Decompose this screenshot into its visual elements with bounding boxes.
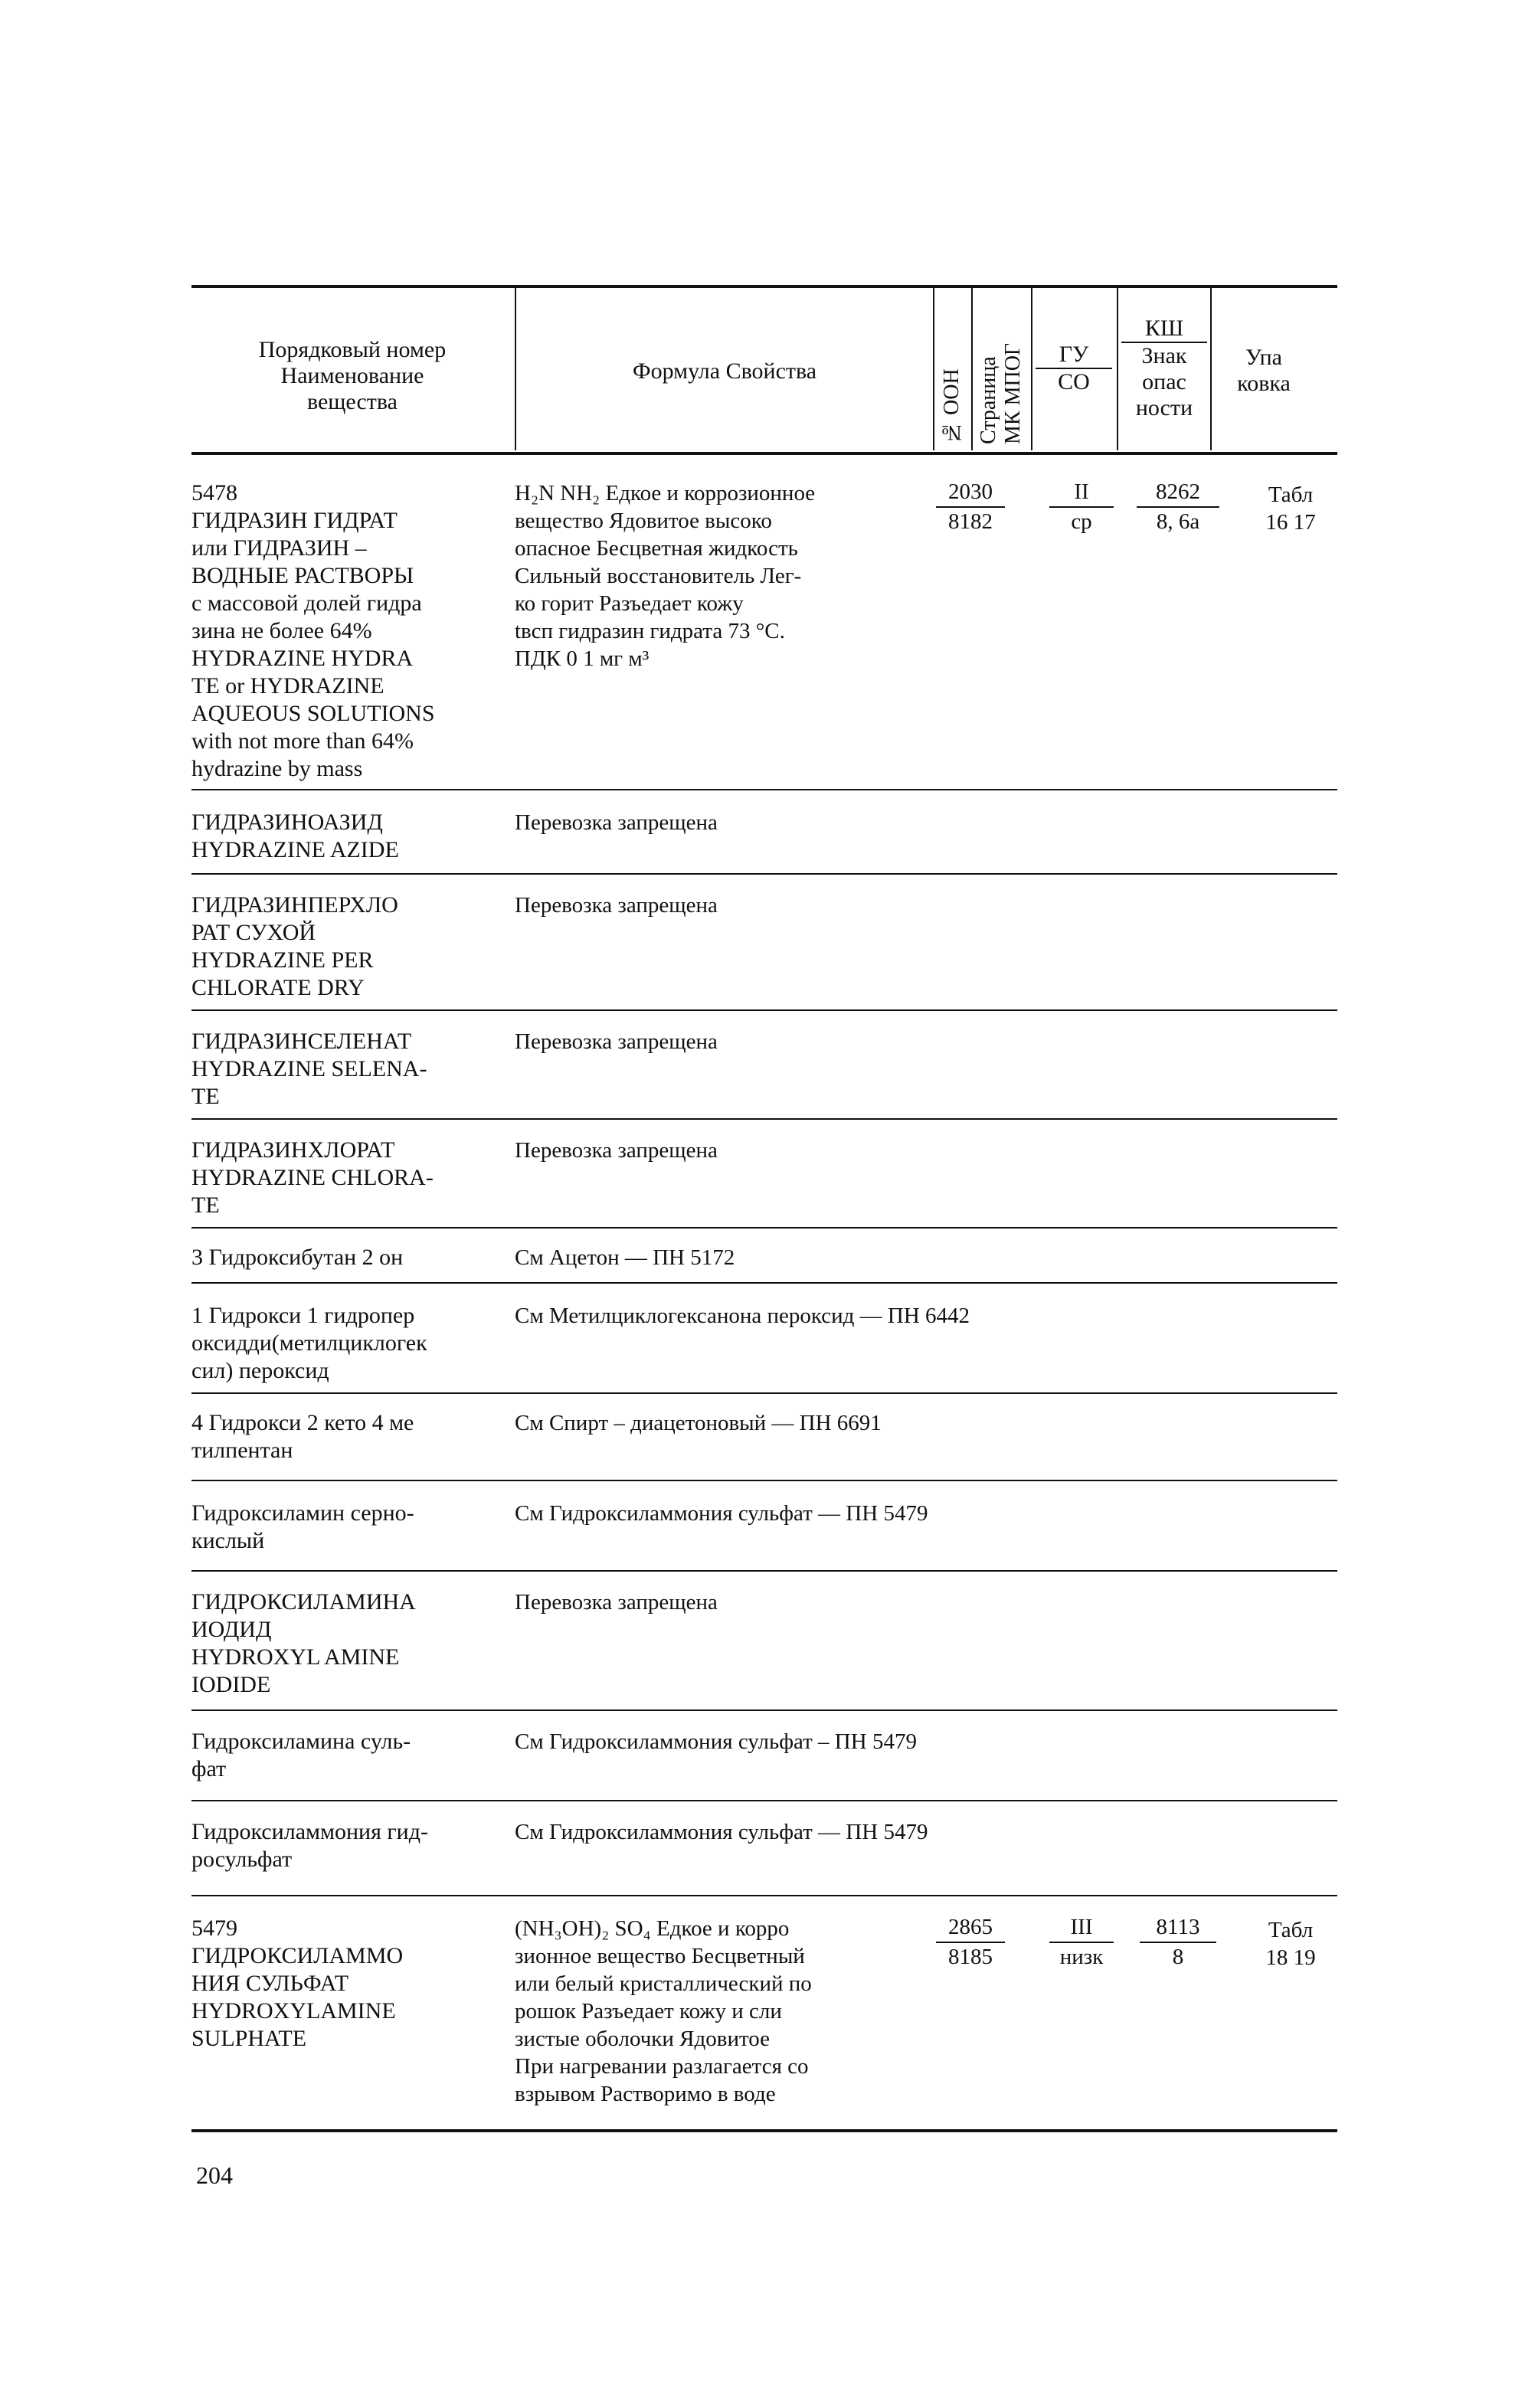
entry-formula: (NH₃OH)₂ SO₄ Едкое и корро зионное вещество Бесцветный или белый кристаллический по рошок Разъедает кожу и сли зистые оболочки Ядовитое При нагревании разлагается со взрывом Растворимо в воде xyxy=(515,1916,812,2106)
header-divider xyxy=(1117,288,1118,450)
entry-formula: См Гидроксиламмония сульфат — ПН 5479 xyxy=(515,1820,928,1844)
entry-un-number: $\frac{2030}{8182}$ xyxy=(936,479,1005,535)
entry-formula: Перевозка запрещена xyxy=(515,810,718,835)
entry-name: ГИДРАЗИНХЛОРАТ HYDRAZINE CHLORA- TE xyxy=(191,1137,434,1218)
header-divider xyxy=(1031,288,1032,450)
entry-name: Гидроксиламмония гид- росульфат xyxy=(191,1819,428,1872)
header-col-un: № ООН xyxy=(940,368,964,444)
header-top-rule xyxy=(191,285,1337,288)
row-rule xyxy=(191,1480,1337,1481)
row-rule xyxy=(191,1227,1337,1229)
header-divider xyxy=(971,288,973,450)
entry-name: 5479 ГИДРОКСИЛАММО НИЯ СУЛЬФАТ HYDROXYLAMINE SULPHATE xyxy=(191,1916,404,2051)
entry-name: ГИДРАЗИНОАЗИД HYDRAZINE AZIDE xyxy=(191,810,399,862)
header-divider xyxy=(515,288,516,450)
entry-formula: См Спирт – диацетоновый — ПН 6691 xyxy=(515,1411,882,1435)
row-rule xyxy=(191,1800,1337,1801)
entry-name: ГИДРАЗИНПЕРХЛО РАТ СУХОЙ HYDRAZINE PER CHLORATE DRY xyxy=(191,892,398,1000)
header-bottom-rule xyxy=(191,452,1337,455)
entry-formula: Перевозка запрещена xyxy=(515,1138,718,1163)
header-col-formula: Формула Свойства xyxy=(632,358,817,384)
row-rule xyxy=(191,1709,1337,1711)
row-rule xyxy=(191,873,1337,875)
entry-formula: Перевозка запрещена xyxy=(515,893,718,918)
entry-formula: См Гидроксиламмония сульфат — ПН 5479 xyxy=(515,1501,928,1526)
entry-name: 3 Гидроксибутан 2 он xyxy=(191,1245,404,1270)
header-col-page-b: МК МПОГ xyxy=(1001,342,1025,444)
entry-formula: Перевозка запрещена xyxy=(515,1590,718,1615)
entry-formula: H₂N NH₂ Едкое и коррозионное вещество Ядовитое высоко опасное Бесцветная жидкость Сильный восстановитель Лег- ко горит Разъедает кожу tвсп гидразин гидрата 73 °С. ПДК 0 1 мг м³ xyxy=(515,481,816,671)
entry-pack: Табл 16 17 xyxy=(1265,483,1316,535)
entry-name: 4 Гидрокси 2 кето 4 ме тилпентан xyxy=(191,1410,414,1463)
entry-formula: См Гидроксиламмония сульфат – ПН 5479 xyxy=(515,1729,917,1754)
entry-ksh: $\frac{8113}{8}$ xyxy=(1140,1915,1216,1970)
row-rule xyxy=(191,1570,1337,1572)
entry-name: 5478 ГИДРАЗИН ГИДРАТ или ГИДРАЗИН – ВОДНЫЕ РАСТВОРЫ с массовой долей гидра зина не более 64% HYDRAZINE HYDRA TE or HYDRAZINE AQUEOUS SOLUTIONS with not more than 64% hydrazine by mass xyxy=(191,480,435,781)
entry-ksh: 8262 8, 6а xyxy=(1137,479,1219,535)
entry-name: 1 Гидрокси 1 гидропер оксидди(метилциклогек сил) пероксид xyxy=(191,1303,427,1383)
entry-name: Гидроксиламин серно- кислый xyxy=(191,1500,414,1553)
header-divider xyxy=(1210,288,1212,450)
header-col-page-a: Страница xyxy=(977,356,1000,444)
entry-name: ГИДРАЗИНСЕЛЕНАТ HYDRAZINE SELENA- TE xyxy=(191,1029,427,1109)
entry-name: ГИДРОКСИЛАМИНА ИОДИД HYDROXYL AMINE IODIDE xyxy=(191,1589,416,1697)
header-divider xyxy=(933,288,934,450)
header-col-gu: ГУ СО xyxy=(1036,342,1112,395)
row-rule xyxy=(191,1118,1337,1120)
row-rule xyxy=(191,1895,1337,1896)
row-rule xyxy=(191,789,1337,790)
entry-gu: II ср xyxy=(1049,479,1114,535)
table-bottom-rule xyxy=(191,2129,1337,2132)
entry-un-number: $\frac{2865}{8185}$ xyxy=(936,1915,1005,1970)
entry-formula: См Метилциклогексанона пероксид — ПН 6442 xyxy=(515,1304,970,1328)
entry-name: Гидроксиламина суль- фат xyxy=(191,1729,411,1781)
entry-pack: Табл 18 19 xyxy=(1265,1918,1316,1970)
row-rule xyxy=(191,1009,1337,1011)
row-rule xyxy=(191,1282,1337,1284)
page-number: 204 xyxy=(196,2161,233,2189)
entry-gu: III низк xyxy=(1049,1915,1114,1970)
header-col-name: Порядковый номер Наименование вещества xyxy=(258,337,447,414)
header-col-pack: Упа ковка xyxy=(1237,345,1291,396)
entry-formula: Перевозка запрещена xyxy=(515,1029,718,1054)
header-col-ksh: КШ Знак опас ности xyxy=(1121,316,1207,421)
entry-formula: См Ацетон — ПН 5172 xyxy=(515,1245,735,1270)
row-rule xyxy=(191,1392,1337,1394)
